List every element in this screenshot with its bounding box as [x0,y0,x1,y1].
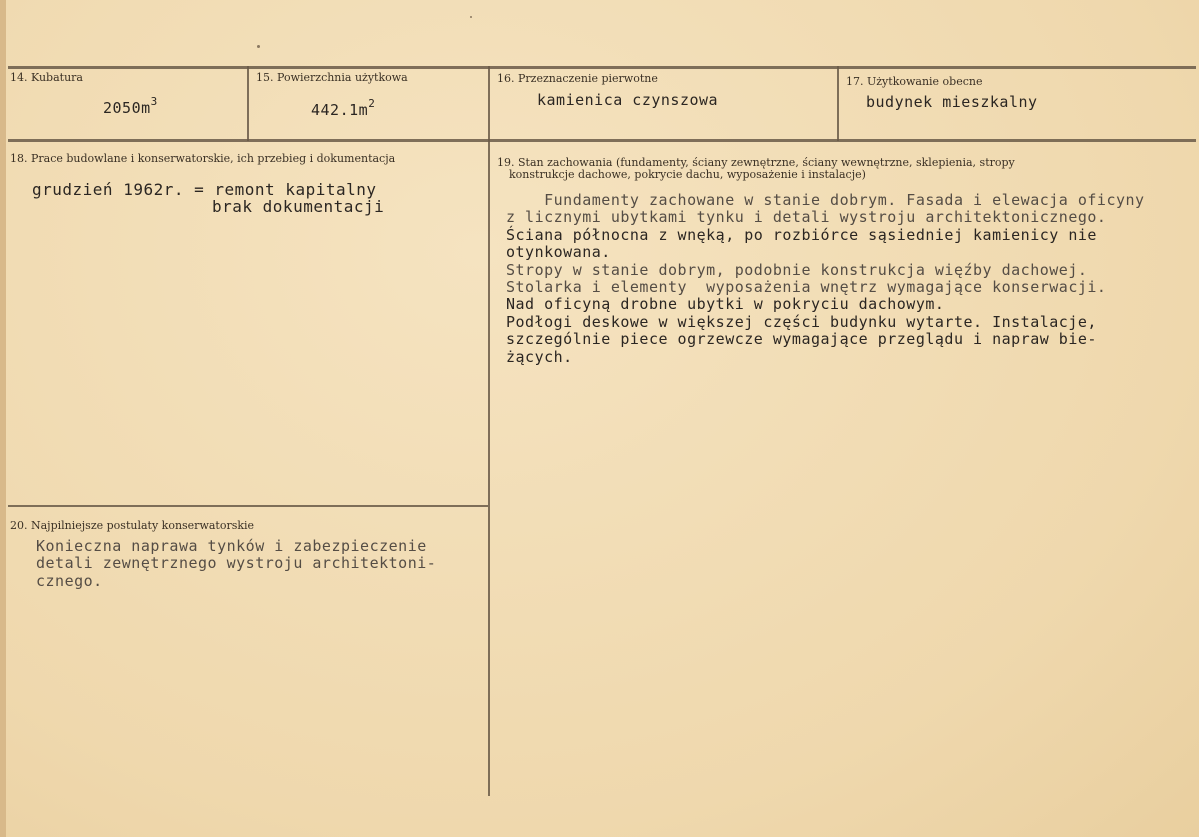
field-19-label-line-1: 19. Stan zachowania (fundamenty, ściany zewnętrzne, ściany wewnętrzne, sklepienia, stropy [497,156,1015,169]
row-divider-line [8,139,1196,142]
field-15-value [311,97,376,119]
text-line: otynkowana. [506,243,611,262]
field-16-value: kamienica czynszowa [537,91,719,109]
column-divider [837,66,839,141]
text-line: Podłogi deskowe w większej części budynku wytarte. Instalacje, [506,312,1097,331]
volume-value: 2050m [103,99,151,117]
text-line: szczególnie piece ogrzewcze wymagające przeglądu i napraw bie- [506,330,1097,349]
text-line: Konieczna naprawa tynków i zabezpieczenie [36,537,427,555]
area-value: 442.1m [311,101,369,119]
field-14-value [103,95,158,117]
field-17-label: 17. Użytkowanie obecne [846,75,983,88]
text-line: detali zewnętrznego wystroju architektoni- [36,554,437,573]
speck [257,45,260,48]
column-divider [247,66,249,141]
text-line: Stropy w stanie dobrym, podobnie konstrukcja więźby dachowej. [506,260,1088,279]
text-line: Ściana północna z wnęką, po rozbiórce sąsiedniej kamienicy nie [506,225,1097,244]
speck [470,16,472,18]
text-line: Fundamenty zachowane w stanie dobrym. Fasada i elewacja oficyny [506,191,1145,209]
text-line: żących. [506,347,573,366]
field-15-label: 15. Powierzchnia użytkowa [256,71,408,84]
field-18-label: 18. Prace budowlane i konserwatorskie, ich przebieg i dokumentacja [10,152,396,165]
card-edge [0,0,6,837]
column-divider [488,66,490,796]
field-19-label-line-2: konstrukcje dachowe, pokrycie dachu, wyposażenie i instalacje) [509,168,866,181]
field-18-line-2: brak dokumentacji [212,197,385,216]
field-20-label: 20. Najpilniejsze postulaty konserwatorskie [10,519,255,532]
field-20-text [36,538,436,590]
text-line: Stolarka i elementy wyposażenia wnętrz wymagające konserwacji. [506,278,1107,297]
text-line: z licznymi ubytkami tynku i detali wystroju architektonicznego. [506,208,1107,227]
text-line: cznego. [36,571,103,590]
field-14-label: 14. Kubatura [10,71,83,84]
area-unit-exponent: 2 [368,97,376,110]
field-16-label: 16. Przeznaczenie pierwotne [497,72,658,85]
field-17-value: budynek mieszkalny [866,93,1038,111]
volume-unit-exponent: 3 [150,95,158,108]
top-border-line [8,66,1196,69]
field-19-text [506,192,1145,366]
text-line: Nad oficyną drobne ubytki w pokryciu dachowym. [506,295,945,314]
field-18-line-1: grudzień 1962r. = remont kapitalny [32,180,377,199]
section-divider-line [8,505,488,507]
